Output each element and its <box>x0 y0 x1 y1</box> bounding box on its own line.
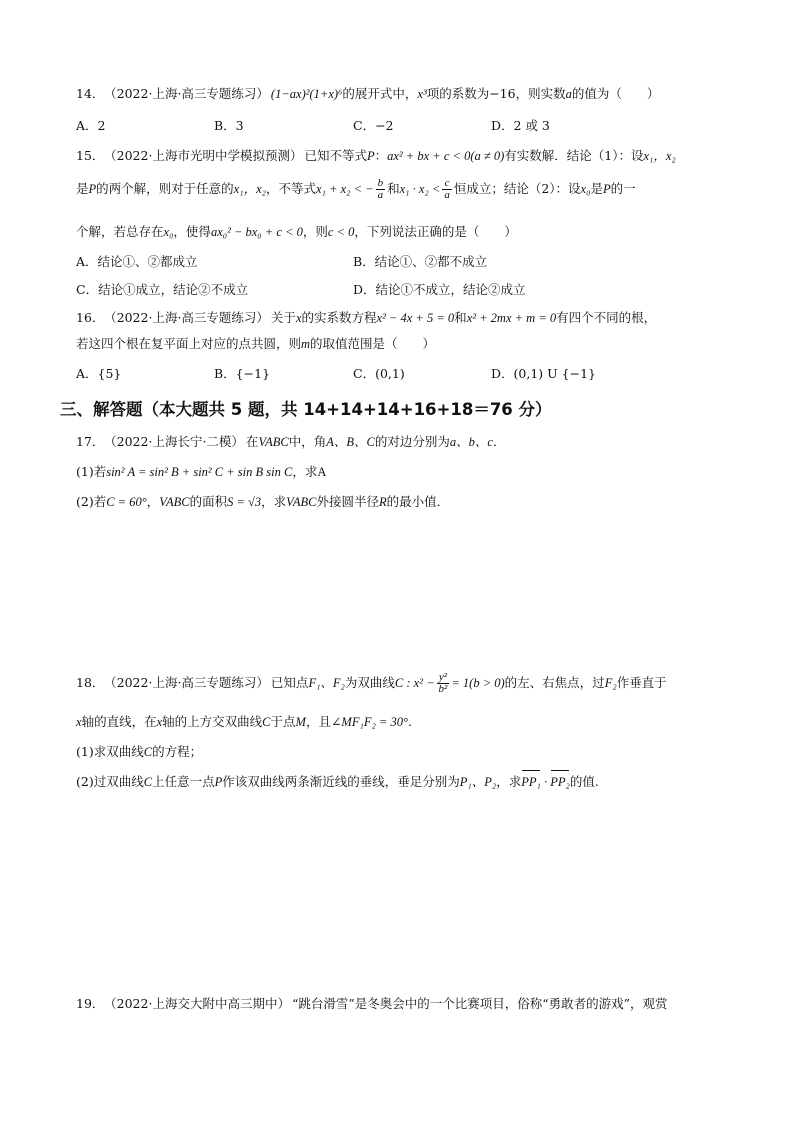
math-variable: R <box>379 495 387 509</box>
question-text: 轴的上方交双曲线 <box>162 714 263 729</box>
math-triangle: VABC <box>258 435 289 449</box>
fraction-denominator: b² <box>438 683 448 695</box>
question-text: 和 <box>454 310 467 325</box>
question-text: 是 <box>76 181 89 196</box>
question-text: 的最小值． <box>386 494 450 509</box>
math-variable: P <box>214 775 223 789</box>
dot-operator: · <box>540 775 551 789</box>
math-inequality: ax² + bx + c < 0(a ≠ 0) <box>387 149 505 163</box>
math-expression: x₁ + x₂ < − <box>315 182 374 196</box>
question-text: “跳台滑雪”是冬奥会中的一个比赛项目，俗称“勇敢者的游戏”，观赏 <box>291 996 668 1011</box>
question-text: ，求 <box>292 464 318 479</box>
question-text: 的方程； <box>152 744 203 759</box>
option-d[interactable]: D．结论①不成立，结论②成立 <box>353 282 526 297</box>
question-text: 的面积 <box>189 494 228 509</box>
question-14-stem <box>76 84 726 104</box>
question-number: 19． <box>76 996 105 1011</box>
question-18-part-2 <box>76 772 726 792</box>
section-title: 三、解答题（本大题共 5 题，共 14+14+14+16+18＝76 分） <box>60 400 552 419</box>
question-source: （2022·上海·高三专题练习） <box>110 310 269 325</box>
math-equation: S = √3 <box>227 495 262 509</box>
question-text: 的两个解，则对于任意的 <box>96 181 234 196</box>
question-text: 的实系数方程 <box>301 310 377 325</box>
question-text: ． <box>492 434 506 449</box>
question-17-part-2 <box>76 492 726 512</box>
question-text: 在 <box>245 434 259 449</box>
math-term: x³ <box>417 87 427 101</box>
question-text: 已知不等式 <box>304 148 367 163</box>
option-c[interactable]: C．(0,1) <box>353 366 405 381</box>
option-a[interactable]: A．{5} <box>76 366 122 381</box>
math-angles: A、B、C <box>326 435 375 449</box>
question-text: 个解，若总存在 <box>76 224 164 239</box>
math-variable: x <box>76 715 82 729</box>
question-text: 若这四个根在复平面上对应的点共圆，则 <box>76 336 302 351</box>
math-variable: M <box>295 715 306 729</box>
question-source: （2022·上海·高三专题练习） <box>110 86 269 101</box>
fraction-numerator: c <box>442 178 452 190</box>
question-15-line-3 <box>76 222 726 242</box>
option-c[interactable]: C．结论①成立，结论②不成立 <box>76 282 249 297</box>
question-text: ，下列说法正确的是（ ） <box>354 224 517 239</box>
question-text: ， <box>146 494 160 509</box>
question-number: 18． <box>76 675 105 690</box>
option-b[interactable]: B．3 <box>214 118 244 133</box>
part-label: (2)若 <box>76 494 107 509</box>
fraction <box>437 672 450 695</box>
vector: PP₁ <box>521 772 541 792</box>
question-text: . <box>408 714 412 729</box>
question-text: 作垂直于 <box>616 675 667 690</box>
question-text: 的取值范围是（ ） <box>310 336 436 351</box>
question-text: 有实数解．结论（1）：设 <box>504 148 644 163</box>
question-text: ，且 <box>305 714 331 729</box>
math-variable: C <box>262 715 271 729</box>
question-text: 的值为（ ） <box>571 86 660 101</box>
math-variable: P <box>366 149 375 163</box>
question-text: ，则 <box>302 224 328 239</box>
question-text: ，使得 <box>173 224 211 239</box>
math-triangle: VABC <box>286 495 317 509</box>
question-19-line-1 <box>76 994 726 1014</box>
question-text: (1)求双曲线 <box>76 744 144 759</box>
question-source: （2022·上海·高三专题练习） <box>110 675 269 690</box>
question-text: 项的系数为−16，则实数 <box>426 86 566 101</box>
math-equation: x² − 4x + 5 = 0 <box>376 311 455 325</box>
fraction-numerator: b <box>377 177 384 189</box>
math-variable: A <box>317 465 327 479</box>
option-b[interactable]: B．结论①、②都不成立 <box>353 254 488 269</box>
fraction-denominator: a <box>377 189 384 201</box>
question-text: 的展开式中， <box>342 86 418 101</box>
math-sides: a、b、c <box>449 435 493 449</box>
question-17-stem <box>76 432 726 452</box>
option-d[interactable]: D．(0,1) U {−1} <box>491 366 596 381</box>
question-text: 关于 <box>270 310 296 325</box>
question-text: 为双曲线 <box>344 675 395 690</box>
question-text: ，求 <box>261 494 287 509</box>
math-variables: x₁，x₂ <box>233 182 266 196</box>
question-18-line-2 <box>76 712 726 732</box>
question-15-line-2 <box>76 178 726 201</box>
question-number: 14． <box>76 86 105 101</box>
option-b[interactable]: B．{−1} <box>214 366 271 381</box>
question-text: 和 <box>387 181 400 196</box>
question-source: （2022·上海长宁·二模） <box>110 434 244 449</box>
math-expression: C : x² − <box>394 676 435 690</box>
part-label: (1)若 <box>76 464 107 479</box>
math-inequality: c < 0 <box>327 225 355 239</box>
math-expression: (1−ax)²(1+x)⁶ <box>270 87 343 101</box>
fraction-numerator: y² <box>437 672 450 684</box>
question-number: 15． <box>76 148 105 163</box>
question-text: 恒成立；结论（2）：设 <box>453 181 581 196</box>
question-text: (2)过双曲线 <box>76 774 144 789</box>
question-text: 的一 <box>610 181 636 196</box>
math-equation: C = 60° <box>106 495 147 509</box>
math-variable: x₀ <box>580 182 591 196</box>
math-variable: x₀ <box>163 225 174 239</box>
question-text: 的左、右焦点，过 <box>504 675 605 690</box>
math-point: F₂ <box>604 676 617 690</box>
question-16-line-2 <box>76 334 726 354</box>
option-d[interactable]: D．2 或 3 <box>491 118 550 133</box>
math-points: F₁、F₂ <box>308 676 345 690</box>
math-equation: x² + 2mx + m = 0 <box>466 311 557 325</box>
math-expression: = 1(b > 0) <box>451 676 505 690</box>
math-variable: x <box>156 715 163 729</box>
math-variable: a <box>565 87 572 101</box>
question-text: 已知点 <box>270 675 309 690</box>
math-variable: C <box>143 775 153 789</box>
math-equation: ∠MF₁F₂ = 30° <box>330 715 408 729</box>
question-text: 作该双曲线两条渐近线的垂线，垂足分别为 <box>222 774 460 789</box>
math-variable: P <box>602 182 611 196</box>
math-equation: sin² A = sin² B + sin² C + sin B sin C <box>106 465 293 479</box>
math-expression: x₁ · x₂ < <box>399 182 441 196</box>
question-text: ，求 <box>496 774 522 789</box>
fraction-denominator: a <box>444 189 450 201</box>
question-text: 外接圆半径 <box>316 494 380 509</box>
option-c[interactable]: C．−2 <box>353 118 394 133</box>
question-18-part-1 <box>76 742 726 762</box>
question-text: 是 <box>590 181 603 196</box>
math-inequality: ax₀² − bx₀ + c < 0 <box>210 225 303 239</box>
question-text: 的值. <box>569 774 599 789</box>
question-source: （2022·上海交大附中高三期中） <box>110 996 290 1011</box>
fraction <box>442 178 452 201</box>
fraction <box>376 178 386 201</box>
option-a[interactable]: A．2 <box>76 118 106 133</box>
question-17-part-1 <box>76 462 726 482</box>
math-variable: C <box>143 745 153 759</box>
question-15-line-1 <box>76 146 726 166</box>
math-points: P₁、P₂ <box>459 775 497 789</box>
question-text: 的对边分别为 <box>374 434 450 449</box>
question-source: （2022·上海市光明中学模拟预测） <box>110 148 303 163</box>
question-text: 于点 <box>270 714 296 729</box>
option-a[interactable]: A．结论①、②都成立 <box>76 254 198 269</box>
question-text: 有四个不同的根， <box>556 310 657 325</box>
vector: PP₂ <box>550 772 570 792</box>
question-16-line-1 <box>76 308 726 328</box>
question-text: ： <box>374 148 388 163</box>
question-text: 中，角 <box>288 434 327 449</box>
math-variables: x₁，x₂ <box>643 149 676 163</box>
question-text: 轴的直线，在 <box>81 714 157 729</box>
math-variable: x <box>295 311 302 325</box>
math-variable: P <box>88 182 97 196</box>
question-number: 17． <box>76 434 105 449</box>
math-triangle: VABC <box>159 495 190 509</box>
math-variable: m <box>301 337 311 351</box>
question-number: 16． <box>76 310 105 325</box>
question-18-line-1 <box>76 672 726 695</box>
question-text: 上任意一点 <box>152 774 215 789</box>
question-text: ，不等式 <box>265 181 316 196</box>
